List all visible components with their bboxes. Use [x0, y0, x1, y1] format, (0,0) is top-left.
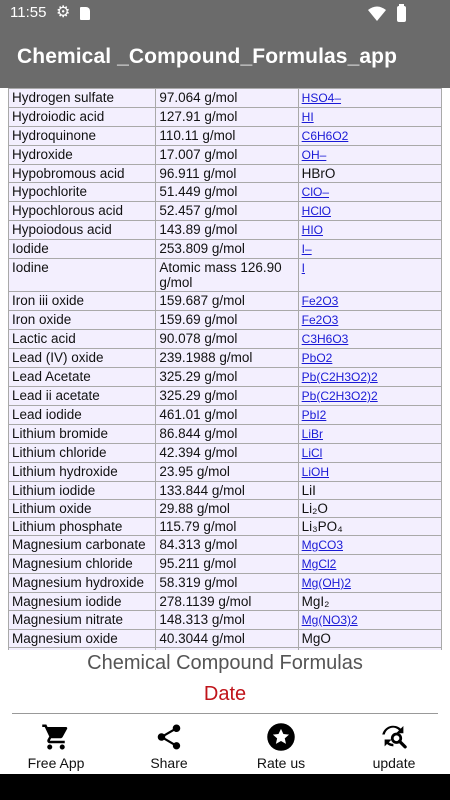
formula-cell: Li₃PO₄ — [298, 518, 441, 536]
compound-name-cell: Lithium chloride — [9, 444, 156, 463]
formula-link[interactable]: PbO2 — [301, 351, 333, 365]
formula-cell — [298, 349, 441, 368]
molar-mass-cell: 325.29 g/mol — [156, 368, 298, 387]
formula-link[interactable]: HI — [301, 110, 314, 124]
molar-mass-cell: 90.078 g/mol — [156, 330, 298, 349]
compound-name-cell: Lithium bromide — [9, 425, 156, 444]
compound-name-cell: Lithium iodide — [9, 482, 156, 500]
formula-cell — [298, 127, 441, 146]
table-row — [9, 611, 442, 630]
molar-mass-cell: 86.844 g/mol — [156, 425, 298, 444]
table-row — [9, 108, 442, 127]
sdcard-icon — [80, 7, 90, 20]
table-row — [9, 406, 442, 425]
formula-link[interactable]: Mg(OH)2 — [301, 576, 351, 590]
compound-name-cell: Magnesium hydroxide — [9, 574, 156, 593]
table-row — [9, 127, 442, 146]
molar-mass-cell: 42.394 g/mol — [156, 444, 298, 463]
molar-mass-cell: 95.211 g/mol — [156, 555, 298, 574]
table-row — [9, 425, 442, 444]
formula-cell — [298, 240, 441, 259]
formula-link[interactable]: HIO — [301, 223, 323, 237]
compound-name-cell: Hydroquinone — [9, 127, 156, 146]
formula-cell — [298, 444, 441, 463]
molar-mass-cell: 133.844 g/mol — [156, 482, 298, 500]
formula-cell — [298, 555, 441, 574]
formula-cell — [298, 368, 441, 387]
formula-link[interactable]: ClO– — [301, 185, 329, 199]
compound-name-cell: Lithium oxide — [9, 500, 156, 518]
compound-name-cell: Lead iodide — [9, 406, 156, 425]
bottom-heading: Chemical Compound Formulas — [87, 652, 363, 674]
formula-link[interactable]: Pb(C2H3O2)2 — [301, 370, 378, 384]
formula-cell — [298, 108, 441, 127]
gear-icon: ⚙ — [56, 4, 71, 21]
molar-mass-cell: 461.01 g/mol — [156, 406, 298, 425]
share-icon — [154, 722, 184, 752]
formula-cell — [298, 536, 441, 555]
molar-mass-cell: 278.1139 g/mol — [156, 593, 298, 611]
compound-name-cell: Iron iii oxide — [9, 292, 156, 311]
formula-link[interactable]: HClO — [301, 204, 331, 218]
compound-name-cell: Magnesium nitrate — [9, 611, 156, 630]
table-row — [9, 574, 442, 593]
compound-name-cell: Hypochlorite — [9, 183, 156, 202]
molar-mass-cell: 84.313 g/mol — [156, 536, 298, 555]
table-row — [9, 387, 442, 406]
formula-link[interactable]: LiOH — [301, 465, 329, 479]
update-label: update — [372, 755, 416, 771]
formula-link[interactable]: LiCl — [301, 446, 323, 460]
formula-link[interactable]: MgCl2 — [301, 557, 337, 571]
table-row — [9, 183, 442, 202]
formula-cell — [298, 89, 441, 108]
table-row — [9, 593, 442, 611]
formula-cell: MgO — [298, 630, 441, 648]
rate-us-label: Rate us — [256, 755, 306, 771]
refresh-search-icon — [379, 722, 409, 752]
formula-link[interactable]: I — [301, 261, 305, 275]
compound-name-cell: Lead ii acetate — [9, 387, 156, 406]
free-app-label: Free App — [27, 755, 85, 771]
molar-mass-cell: 29.88 g/mol — [156, 500, 298, 518]
formula-link[interactable]: Mg(NO3)2 — [301, 613, 358, 627]
formula-cell — [298, 202, 441, 221]
star-icon — [266, 722, 296, 752]
molar-mass-cell: 127.91 g/mol — [156, 108, 298, 127]
formula-cell — [298, 259, 441, 292]
table-row — [9, 463, 442, 482]
formula-link[interactable]: Fe2O3 — [301, 313, 339, 327]
formula-link[interactable]: OH– — [301, 148, 327, 162]
update-button[interactable] — [338, 718, 450, 774]
table-row — [9, 259, 442, 292]
battery-icon — [397, 6, 406, 22]
table-row — [9, 292, 442, 311]
compound-name-cell: Hypochlorous acid — [9, 202, 156, 221]
table-row — [9, 202, 442, 221]
cart-icon — [41, 722, 71, 752]
table-row — [9, 518, 442, 536]
table-row — [9, 89, 442, 108]
table-row — [9, 349, 442, 368]
formula-cell — [298, 574, 441, 593]
table-row — [9, 536, 442, 555]
molar-mass-cell: 159.69 g/mol — [156, 311, 298, 330]
compound-name-cell: Magnesium carbonate — [9, 536, 156, 555]
table-row — [9, 146, 442, 165]
compound-table-view[interactable] — [0, 88, 450, 650]
system-nav-bar — [0, 774, 450, 800]
formula-cell — [298, 146, 441, 165]
molar-mass-cell: 110.11 g/mol — [156, 127, 298, 146]
compound-name-cell: Hydroxide — [9, 146, 156, 165]
formula-cell: MgI₂ — [298, 593, 441, 611]
molar-mass-cell: 23.95 g/mol — [156, 463, 298, 482]
compound-name-cell: Magnesium oxide — [9, 630, 156, 648]
formula-cell — [298, 292, 441, 311]
status-bar — [0, 0, 450, 28]
table-row — [9, 630, 442, 648]
molar-mass-cell: 148.313 g/mol — [156, 611, 298, 630]
compound-name-cell: Hypoiodous acid — [9, 221, 156, 240]
date-label[interactable]: Date — [203, 683, 247, 705]
compound-name-cell: Lead (IV) oxide — [9, 349, 156, 368]
share-button[interactable] — [113, 718, 225, 774]
free-app-button[interactable] — [0, 718, 112, 774]
formula-cell: Li₂O — [298, 500, 441, 518]
molar-mass-cell: 239.1988 g/mol — [156, 349, 298, 368]
compound-name-cell: Hydrogen sulfate — [9, 89, 156, 108]
formula-link[interactable]: I– — [301, 242, 312, 256]
formula-link[interactable]: Pb(C2H3O2)2 — [301, 389, 378, 403]
molar-mass-cell: 143.89 g/mol — [156, 221, 298, 240]
formula-link[interactable]: C6H6O2 — [301, 129, 349, 143]
formula-link[interactable]: Fe2O3 — [301, 294, 339, 308]
molar-mass-cell: 58.319 g/mol — [156, 574, 298, 593]
compound-name-cell: Lithium phosphate — [9, 518, 156, 536]
formula-link[interactable]: MgCO3 — [301, 538, 343, 552]
formula-cell — [298, 221, 441, 240]
formula-cell — [298, 463, 441, 482]
table-row — [9, 240, 442, 259]
app-title: Chemical _Compound_Formulas_app — [17, 45, 398, 68]
compound-name-cell: Iron oxide — [9, 311, 156, 330]
molar-mass-cell: 52.457 g/mol — [156, 202, 298, 221]
formula-cell — [298, 406, 441, 425]
molar-mass-cell: 17.007 g/mol — [156, 146, 298, 165]
divider — [12, 713, 438, 714]
app-bar — [0, 28, 450, 88]
molar-mass-cell: 40.3044 g/mol — [156, 630, 298, 648]
compound-table — [8, 88, 442, 666]
molar-mass-cell: Atomic mass 126.90 g/mol — [156, 259, 298, 292]
formula-link[interactable]: HSO4– — [301, 91, 342, 105]
bottom-nav — [0, 718, 450, 774]
formula-cell — [298, 311, 441, 330]
table-row — [9, 311, 442, 330]
molar-mass-cell: 325.29 g/mol — [156, 387, 298, 406]
table-row — [9, 444, 442, 463]
molar-mass-cell: 253.809 g/mol — [156, 240, 298, 259]
compound-name-cell: Lead Acetate — [9, 368, 156, 387]
wifi-icon — [368, 6, 386, 22]
formula-link[interactable]: C3H6O3 — [301, 332, 349, 346]
molar-mass-cell: 51.449 g/mol — [156, 183, 298, 202]
formula-cell: HBrO — [298, 165, 441, 183]
compound-name-cell: Lithium hydroxide — [9, 463, 156, 482]
rate-us-button[interactable] — [225, 718, 337, 774]
formula-link[interactable]: LiBr — [301, 427, 323, 441]
table-row — [9, 165, 442, 183]
molar-mass-cell: 115.79 g/mol — [156, 518, 298, 536]
molar-mass-cell: 97.064 g/mol — [156, 89, 298, 108]
table-row — [9, 482, 442, 500]
table-row — [9, 368, 442, 387]
formula-cell — [298, 330, 441, 349]
share-label: Share — [150, 755, 188, 771]
formula-cell — [298, 425, 441, 444]
compound-name-cell: Hydroiodic acid — [9, 108, 156, 127]
table-row — [9, 221, 442, 240]
compound-name-cell: Magnesium chloride — [9, 555, 156, 574]
compound-name-cell: Hypobromous acid — [9, 165, 156, 183]
molar-mass-cell: 159.687 g/mol — [156, 292, 298, 311]
formula-link[interactable]: PbI2 — [301, 408, 327, 422]
formula-cell — [298, 387, 441, 406]
compound-name-cell: Lactic acid — [9, 330, 156, 349]
compound-name-cell: Magnesium iodide — [9, 593, 156, 611]
compound-name-cell: Iodine — [9, 259, 156, 292]
compound-name-cell: Iodide — [9, 240, 156, 259]
status-time: 11:55 — [10, 4, 47, 21]
table-row — [9, 500, 442, 518]
formula-cell: LiI — [298, 482, 441, 500]
table-row — [9, 555, 442, 574]
molar-mass-cell: 96.911 g/mol — [156, 165, 298, 183]
formula-cell — [298, 183, 441, 202]
formula-cell — [298, 611, 441, 630]
table-row — [9, 330, 442, 349]
